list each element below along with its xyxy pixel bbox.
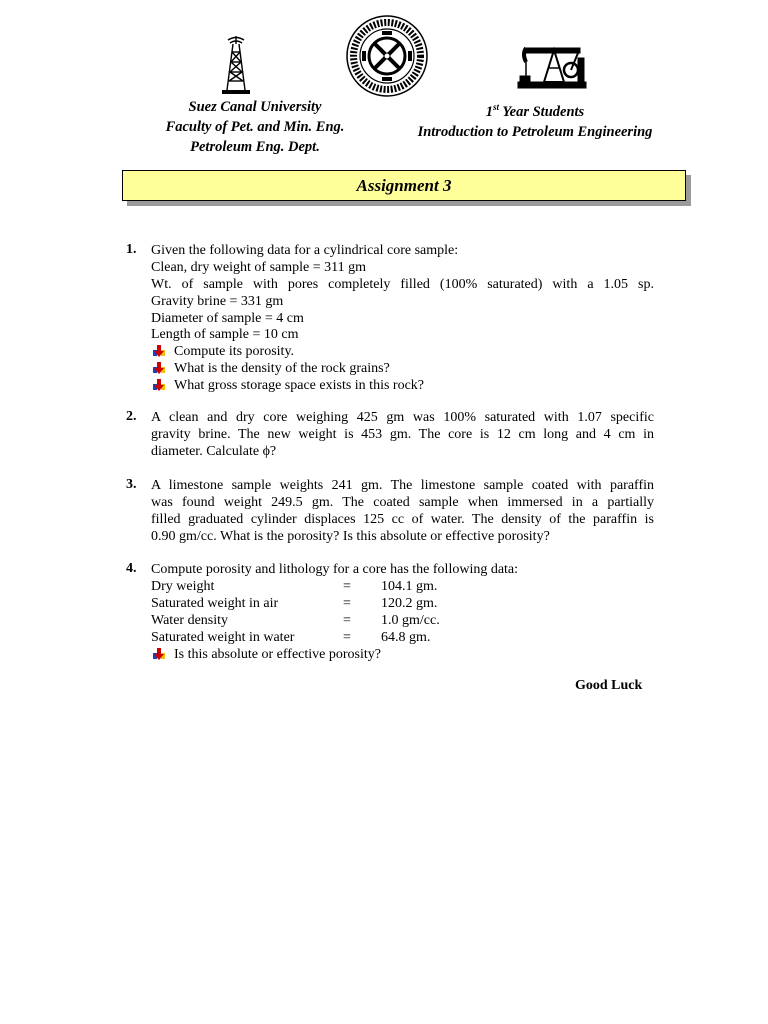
data-equals: =	[343, 630, 351, 645]
data-value: 64.8 gm.	[381, 630, 431, 645]
question-1-bullet: What is the density of the rock grains?	[174, 361, 390, 376]
data-value: 1.0 gm/cc.	[381, 613, 440, 628]
data-label: Saturated weight in air	[151, 596, 279, 611]
question-1-bullet: What gross storage space exists in this rock?	[174, 378, 424, 393]
assignment-title: Assignment 3	[122, 170, 686, 201]
course-title: Introduction to Petroleum Engineering	[417, 123, 653, 140]
question-4-bullet: Is this absolute or effective porosity?	[174, 647, 381, 662]
derrick-logo	[218, 34, 254, 96]
faculty-seal-emblem	[344, 13, 430, 99]
faculty-name: Faculty of Pet. and Min. Eng.	[165, 119, 345, 135]
arrow-bullet-icon	[152, 378, 166, 392]
question-1-line: Gravity brine = 331 gm	[151, 294, 284, 309]
data-label: Water density	[151, 613, 229, 628]
question-2-line: gravity brine. The new weight is 453 gm. The core is 12 cm long and 4 cm in	[151, 427, 654, 442]
question-1-line: Length of sample = 10 cm	[151, 327, 299, 342]
university-name: Suez Canal University	[188, 99, 322, 115]
question-3-line: 0.90 gm/cc. What is the porosity? Is this absolute or effective porosity?	[151, 529, 550, 544]
question-1-number: 1.	[126, 242, 137, 257]
question-2-number: 2.	[126, 409, 137, 424]
department-name: Petroleum Eng. Dept.	[190, 139, 320, 155]
question-1-line: Wt. of sample with pores completely filled (100% saturated) with a 1.05 sp.	[151, 277, 654, 292]
data-equals: =	[343, 613, 351, 628]
question-1-line: Diameter of sample = 4 cm	[151, 311, 304, 326]
arrow-bullet-icon	[152, 647, 166, 661]
question-1-line: Clean, dry weight of sample = 311 gm	[151, 260, 367, 275]
arrow-bullet-icon	[152, 361, 166, 375]
arrow-bullet-icon	[152, 344, 166, 358]
pumpjack-logo	[516, 36, 588, 92]
institution-header	[120, 97, 390, 157]
year-label: 1st Year Students	[485, 102, 585, 120]
data-equals: =	[343, 596, 351, 611]
question-2-line: diameter. Calculate ϕ?	[151, 444, 277, 459]
question-3-line: filled graduated cylinder displaces 125 cc of water. The density of the paraffin is	[151, 512, 654, 527]
closing-text: Good Luck	[575, 678, 643, 693]
question-1-bullet: Compute its porosity.	[174, 344, 295, 359]
course-header	[390, 97, 680, 142]
question-2-line: A clean and dry core weighing 425 gm was 100% saturated with 1.07 specific	[151, 410, 654, 425]
question-4-number: 4.	[126, 561, 137, 576]
data-equals: =	[343, 579, 351, 594]
data-label: Saturated weight in water	[151, 630, 295, 645]
question-4-line: Compute porosity and lithology for a core has the following data:	[151, 562, 519, 577]
question-3-line: A limestone sample weights 241 gm. The limestone sample coated with paraffin	[151, 478, 654, 493]
data-value: 104.1 gm.	[381, 579, 438, 594]
question-1-line: Given the following data for a cylindrical core sample:	[151, 243, 459, 258]
question-3-number: 3.	[126, 477, 137, 492]
question-3-line: was found weight 249.5 gm. The coated sample when immersed in a partially	[151, 495, 654, 510]
data-value: 120.2 gm.	[381, 596, 438, 611]
data-label: Dry weight	[151, 579, 215, 594]
